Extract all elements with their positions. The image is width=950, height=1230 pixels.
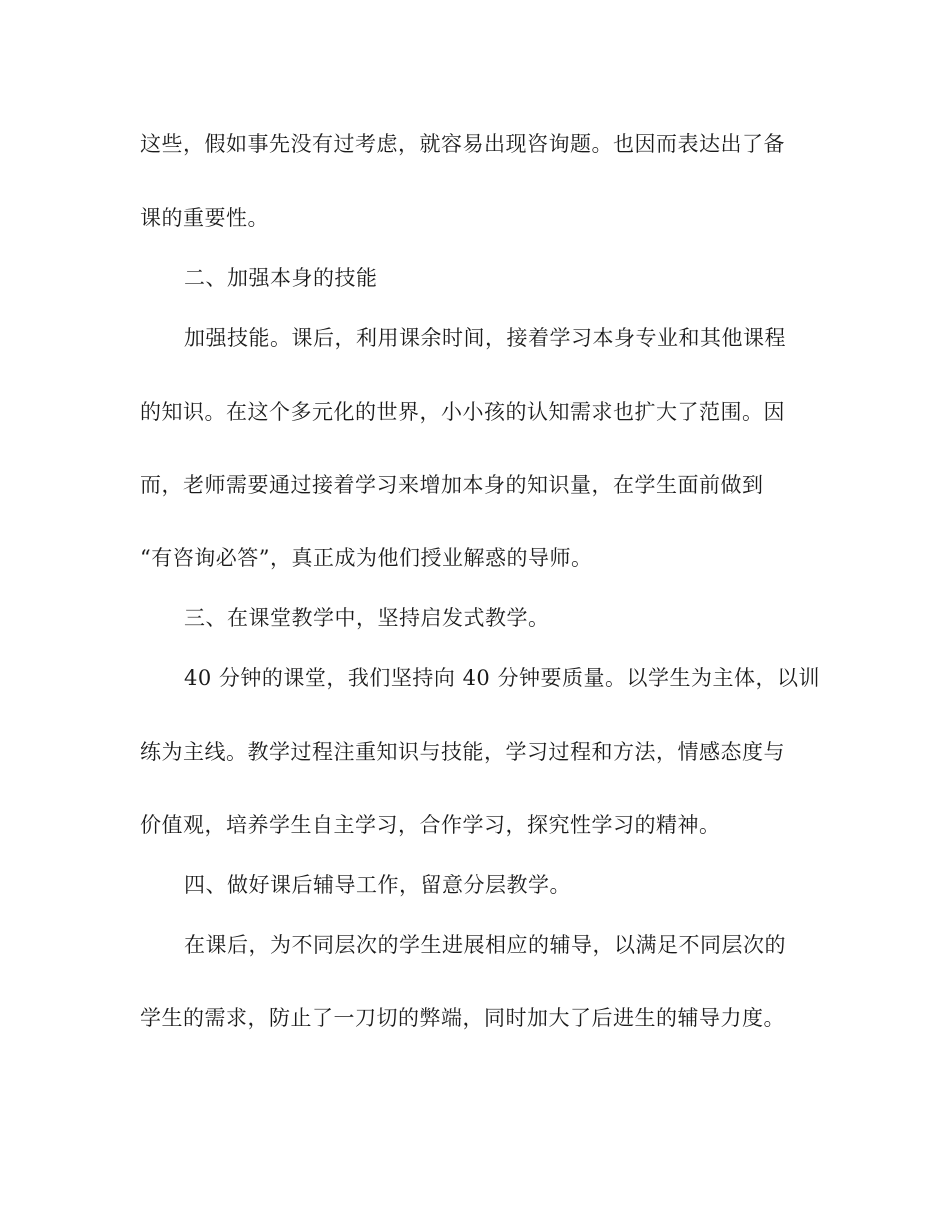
- text-line: 40 分钟的课堂，我们坚持向 40 分钟要质量。以学生为主体，以训: [184, 666, 820, 690]
- text-line: 练为主线。教学过程注重知识与技能，学习过程和方法，情感态度与: [140, 740, 785, 764]
- text-line: 加强技能。课后，利用课余时间，接着学习本身专业和其他课程: [184, 326, 786, 350]
- text-line: 的知识。在这个多元化的世界，小小孩的认知需求也扩大了范围。因: [140, 400, 785, 424]
- section-heading: 四、做好课后辅导工作，留意分层教学。: [184, 873, 571, 897]
- text-line: 而，老师需要通过接着学习来增加本身的知识量，在学生面前做到: [140, 473, 764, 497]
- text-line: 价值观，培养学生自主学习，合作学习，探究性学习的精神。: [140, 813, 721, 837]
- text-line: 课的重要性。: [140, 206, 269, 230]
- text-line: 在课后，为不同层次的学生进展相应的辅导，以满足不同层次的: [184, 933, 786, 957]
- section-heading: 三、在课堂教学中，坚持启发式教学。: [184, 606, 550, 630]
- text-line: 这些，假如事先没有过考虑，就容易出现咨询题。也因而表达出了备: [140, 132, 785, 156]
- text-line: 学生的需求，防止了一刀切的弊端，同时加大了后进生的辅导力度。: [140, 1006, 785, 1030]
- section-heading: 二、加强本身的技能: [184, 266, 378, 290]
- text-line: “有咨询必答”，真正成为他们授业解惑的导师。: [140, 546, 593, 570]
